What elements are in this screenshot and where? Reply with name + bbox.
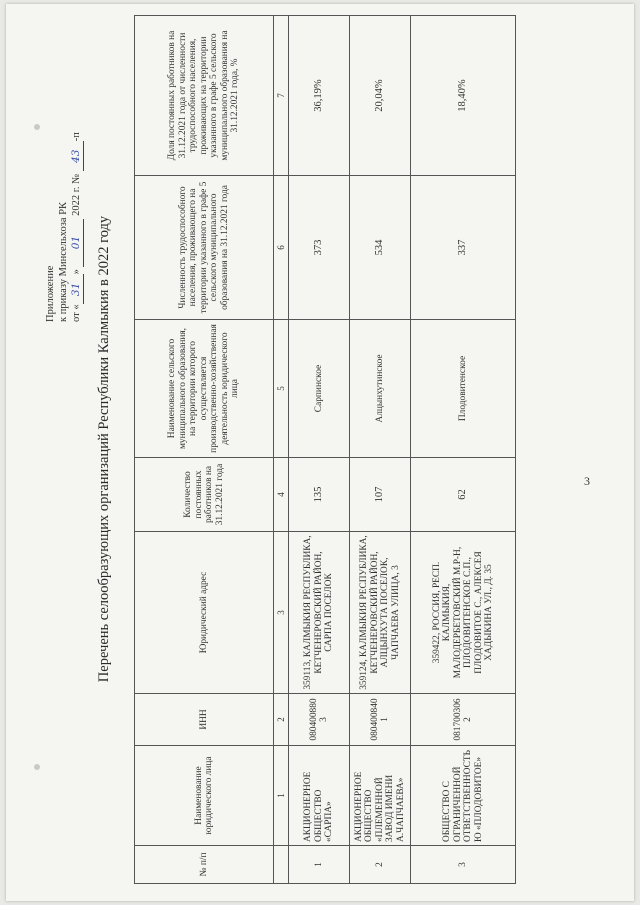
- org-name: АКЦИОНЕРНОЕ ОБЩЕСТВО «САРПА»: [289, 746, 350, 846]
- org-address: 359113, КАЛМЫКИЯ РЕСПУБЛИКА, КЕТЧЕНЕРОВСКИЙ РАЙОН, САРПА ПОСЕЛОК: [289, 532, 350, 694]
- date-prefix: от «: [71, 304, 82, 322]
- column-number: 3: [274, 532, 289, 694]
- header-cell-population: Численность трудоспособного населения, проживающего на территории указанного в графе 5 сельского муниципального образования на 31.12.2021 года: [135, 176, 274, 320]
- org-inn: 0817003062: [411, 694, 516, 746]
- header-cell-share: Доля постоянных работников на 31.12.2021 года от численности трудоспособного населения, проживающих на территории указанного в графе 5 сельского муниципального образования на 31.12.2021 года, %: [135, 16, 274, 176]
- municipality-name: Плодовитенское: [411, 320, 516, 458]
- page-number: 3: [584, 474, 590, 488]
- org-name: ОБЩЕСТВО С ОГРАНИЧЕННОЙ ОТВЕТСТВЕННОСТЬЮ «ПЛОДОВИТОЕ»: [411, 746, 516, 846]
- header-cell-address: Юридический адрес: [135, 532, 274, 694]
- scanned-page: [6, 4, 634, 901]
- org-address: 359124, КАЛМЫКИЯ РЕСПУБЛИКА, КЕТЧЕНЕРОВСКИЙ РАЙОН, АЛЦЫНХУТА ПОСЕЛОК, ЧАПЧАЕВА УЛИЦА, 3: [350, 532, 411, 694]
- row-number: 2: [350, 846, 411, 884]
- org-name: АКЦИОНЕРНОЕ ОБЩЕСТВО «ПЛЕМЕННОЙ ЗАВОД ИМЕНИ А.ЧАПЧАЕВА»: [350, 746, 411, 846]
- org-inn: 0804008401: [350, 694, 411, 746]
- date-year: 2022 г. №: [71, 173, 82, 216]
- appendix-header: [44, 82, 84, 322]
- table-header-row: [135, 16, 274, 884]
- appendix-date-line: [70, 82, 84, 322]
- column-number: 4: [274, 458, 289, 532]
- employee-share: 20,04%: [350, 16, 411, 176]
- header-cell-num: № п/п: [135, 846, 274, 884]
- order-number: 43: [70, 141, 84, 171]
- header-cell-municipality: Наименование сельского муниципального образования, на территории которого осуществляется производственно-хозяйственная деятельность юридического лица: [135, 320, 274, 458]
- employee-share: 36,19%: [289, 16, 350, 176]
- appendix-line1: Приложение: [45, 265, 56, 322]
- column-number: 1: [274, 746, 289, 846]
- population-count: 373: [289, 176, 350, 320]
- organizations-table: [134, 15, 516, 884]
- header-cell-name: Наименование юридического лица: [135, 746, 274, 846]
- org-address: 359422, РОССИЯ, РЕСП. КАЛМЫКИЯ, МАЛОДЕРБЕТОВСКИЙ М.Р-Н, ПЛОДОВИТЕНСКОЕ С.П., ПЛОДОВИТОЕ С., АЛЕКСЕЯ ХАДЫКИНА УЛ., Д. 35: [411, 532, 516, 694]
- column-number: 2: [274, 694, 289, 746]
- date-day: 31: [70, 274, 84, 304]
- population-count: 534: [350, 176, 411, 320]
- employee-count: 107: [350, 458, 411, 532]
- row-number: 1: [289, 846, 350, 884]
- population-count: 337: [411, 176, 516, 320]
- org-inn: 0804008803: [289, 694, 350, 746]
- column-number-row: [274, 16, 289, 884]
- column-number: 6: [274, 176, 289, 320]
- column-number: 7: [274, 16, 289, 176]
- table-row: [411, 16, 516, 884]
- header-cell-inn: ИНН: [135, 694, 274, 746]
- rotated-content: [34, 14, 634, 884]
- employee-share: 18,40%: [411, 16, 516, 176]
- column-number: 5: [274, 320, 289, 458]
- date-mid: »: [71, 269, 82, 275]
- appendix-line2: к приказу Минсельхоза РК: [58, 201, 69, 322]
- date-month: 01: [70, 219, 84, 267]
- municipality-name: Алцынхутинское: [350, 320, 411, 458]
- row-number: 3: [411, 846, 516, 884]
- table-row: [350, 16, 411, 884]
- employee-count: 135: [289, 458, 350, 532]
- column-number: [274, 846, 289, 884]
- document-title: Перечень селообразующих организаций Республики Калмыкия в 2022 году: [96, 215, 112, 683]
- table-row: [289, 16, 350, 884]
- order-suffix: -п: [71, 132, 82, 142]
- municipality-name: Сарпинское: [289, 320, 350, 458]
- employee-count: 62: [411, 458, 516, 532]
- header-cell-employees: Количество постоянных работников на 31.12.2021 года: [135, 458, 274, 532]
